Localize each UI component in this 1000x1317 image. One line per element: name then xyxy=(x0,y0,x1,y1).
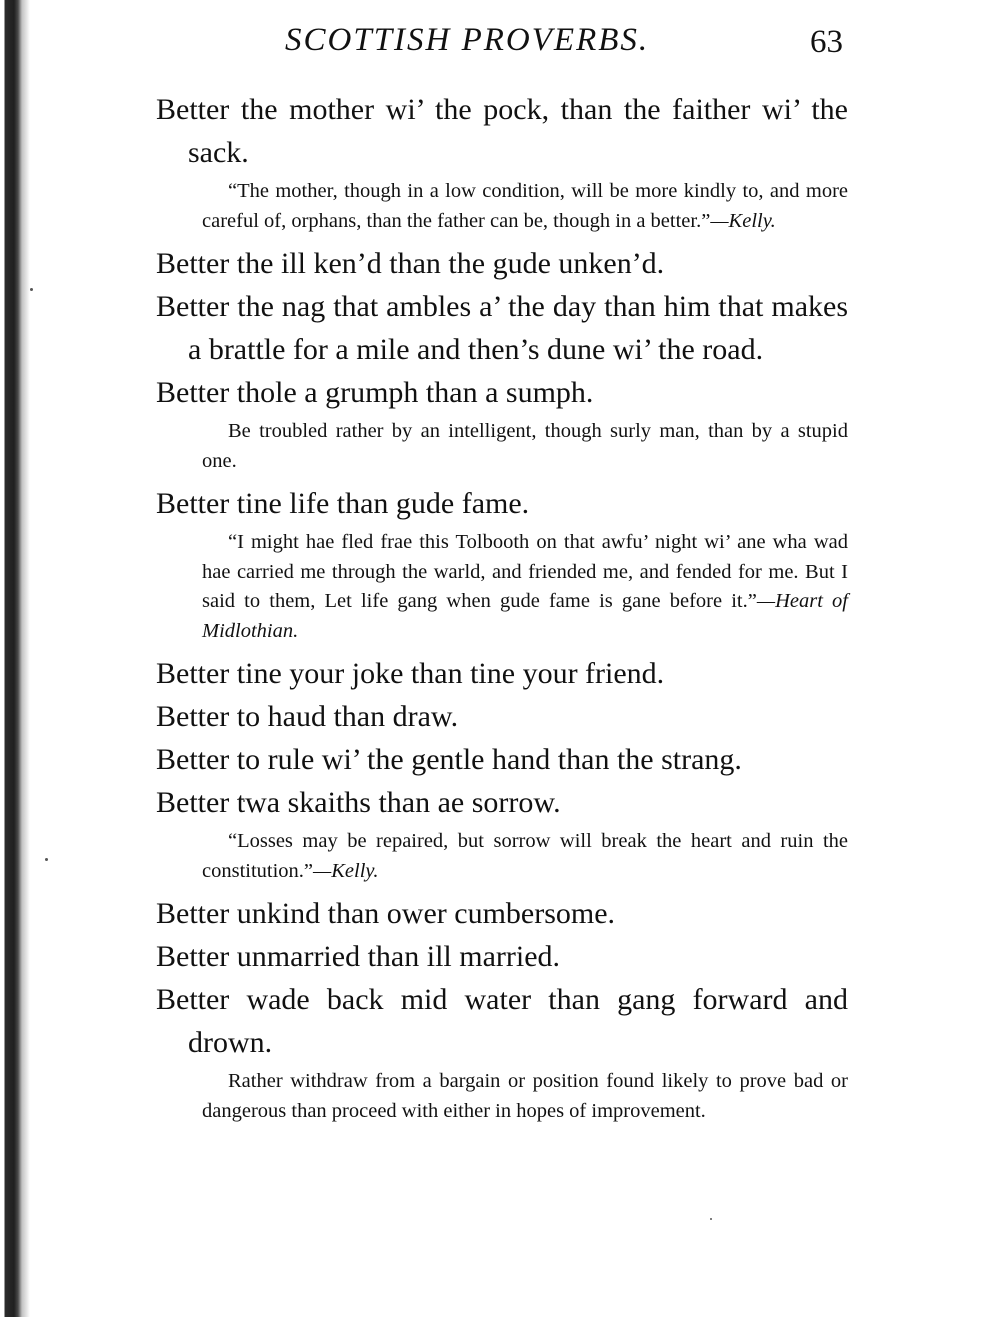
proverb-text: Better the mother wi’ the pock, than the faither wi’ the sack. xyxy=(156,93,848,169)
proverb-entry xyxy=(156,978,848,1126)
note-text: Rather withdraw from a bargain or position found likely to prove bad or dangerous than proceed with either in hopes of improvement. xyxy=(202,1070,848,1122)
proverb-entry xyxy=(156,482,848,646)
proverb-text: Better tine life than gude fame. xyxy=(156,487,530,520)
note-text: “I might hae fled frae this Tolbooth on that awfu’ night wi’ ane wha wad hae carried me through the warld, and friended me, and fended for me. But I said to them, Let life gang when gude fame is gane before it.” xyxy=(202,531,848,612)
proverb-entry xyxy=(156,652,848,695)
proverb-entry xyxy=(156,242,848,285)
note-source: —Heart of Midlothian. xyxy=(202,590,849,642)
note-source: —Kelly. xyxy=(710,209,776,232)
proverb-text: Better to rule wi’ the gentle hand than the strang. xyxy=(156,743,742,776)
proverb-text: Better unmarried than ill married. xyxy=(156,940,561,973)
running-head-title: SCOTTISH PROVERBS. xyxy=(285,22,650,58)
proverb-entry xyxy=(156,695,848,738)
proverb-text: Better the nag that ambles a’ the day than him that makes a brattle for a mile and then’s dune wi’ the road. xyxy=(156,290,848,366)
proverb-note xyxy=(202,417,848,476)
proverb-text: Better twa skaiths than ae sorrow. xyxy=(156,786,561,819)
proverb-text: Better unkind than ower cumbersome. xyxy=(156,897,616,930)
proverb-text: Better wade back mid water than gang forward and drown. xyxy=(156,983,848,1059)
proverb-note xyxy=(202,528,848,646)
proverb-entry xyxy=(156,781,848,886)
proverb-entry xyxy=(156,371,848,476)
note-text: “The mother, though in a low condition, will be more kindly to, and more careful of, orphans, than the father can be, though in a better.” xyxy=(202,180,848,232)
proverb-entry xyxy=(156,738,848,781)
note-text: Be troubled rather by an intelligent, though surly man, than by a stupid one. xyxy=(202,420,848,472)
proverb-note xyxy=(202,177,848,236)
proverb-entry xyxy=(156,892,848,935)
proverb-text: Better thole a grumph than a sumph. xyxy=(156,376,594,409)
proverb-entry xyxy=(156,88,848,236)
proverb-note xyxy=(202,827,848,886)
proverb-text: Better tine your joke than tine your friend. xyxy=(156,657,665,690)
proverb-note xyxy=(202,1067,848,1126)
note-text: “Losses may be repaired, but sorrow will break the heart and ruin the constitution.” xyxy=(202,830,848,882)
proverb-text: Better the ill ken’d than the gude unken’d. xyxy=(156,247,665,280)
note-source: —Kelly. xyxy=(313,859,379,882)
page-number: 63 xyxy=(810,24,843,60)
proverb-entry xyxy=(156,285,848,371)
proverb-text: Better to haud than draw. xyxy=(156,700,459,733)
proverb-entry xyxy=(156,935,848,978)
proverb-list xyxy=(156,88,848,1132)
